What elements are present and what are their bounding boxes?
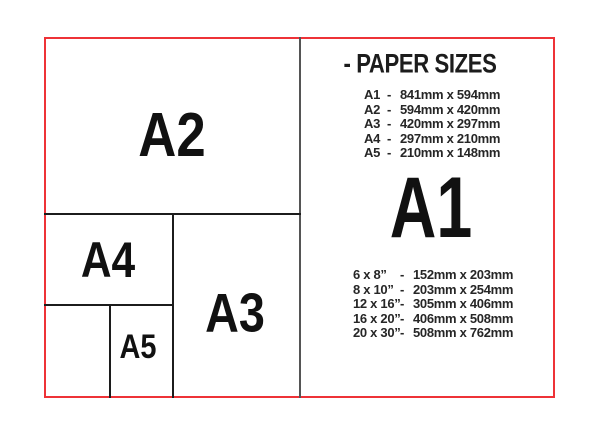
a-series-row	[364, 88, 500, 103]
size-value: 305mm x 406mm	[413, 296, 514, 312]
inch-series-row	[353, 283, 513, 298]
size-value: 406mm x 508mm	[413, 310, 514, 326]
paper-a5-label: A5	[119, 328, 157, 366]
size-value: 210mm x 148mm	[400, 145, 501, 161]
featured-size-label: A1	[389, 160, 473, 256]
a-series-row	[364, 132, 500, 147]
a-series-list	[364, 88, 500, 161]
size-label: 6 x 8”	[353, 267, 387, 282]
a-series-row	[364, 146, 500, 161]
dash-separator: -	[387, 130, 392, 146]
size-label: 20 x 30”	[353, 325, 401, 341]
size-label: A3	[364, 116, 381, 132]
dash-separator: -	[400, 310, 405, 326]
size-value: 841mm x 594mm	[400, 87, 501, 102]
dash-separator: -	[400, 267, 405, 282]
a5-left-divider-line	[109, 304, 111, 398]
size-value: 594mm x 420mm	[400, 101, 501, 117]
size-label: A5	[364, 145, 381, 161]
inch-series-row	[353, 326, 513, 341]
dash-separator: -	[387, 101, 392, 117]
size-value: 297mm x 210mm	[400, 130, 501, 146]
inch-series-row	[353, 268, 513, 283]
size-value: 508mm x 762mm	[413, 325, 514, 341]
inch-series-row	[353, 297, 513, 312]
size-label: 8 x 10”	[353, 281, 394, 297]
paper-a3-label: A3	[205, 281, 265, 344]
dash-separator: -	[387, 116, 392, 132]
dash-separator: -	[387, 87, 392, 102]
dash-separator: -	[400, 325, 405, 341]
a-series-row	[364, 117, 500, 132]
dash-separator: -	[400, 281, 405, 297]
size-label: A4	[364, 130, 381, 146]
dash-separator: -	[400, 296, 405, 312]
size-label: 16 x 20”	[353, 310, 401, 326]
paper-a2-label: A2	[138, 101, 206, 170]
size-label: 12 x 16”	[353, 296, 401, 312]
inch-series-list	[353, 268, 513, 341]
size-label: A2	[364, 101, 381, 117]
dash-separator: -	[387, 145, 392, 161]
paper-a4-label: A4	[80, 232, 136, 288]
panel-title: - PAPER SIZES	[343, 48, 497, 79]
size-label: A1	[364, 87, 381, 102]
vertical-center-divider-line	[299, 37, 301, 398]
inch-series-row	[353, 312, 513, 327]
size-value: 420mm x 297mm	[400, 116, 501, 132]
size-value: 152mm x 203mm	[413, 267, 514, 282]
a-series-row	[364, 103, 500, 118]
size-value: 203mm x 254mm	[413, 281, 514, 297]
